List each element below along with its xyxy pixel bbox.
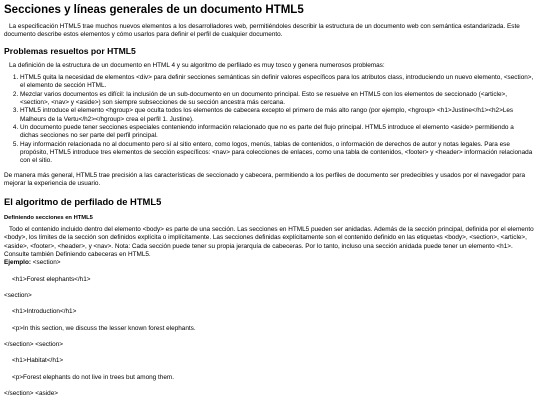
code-line: <section> <box>4 292 32 300</box>
problems-list <box>4 74 534 166</box>
sections-paragraph: Todo el contenido incluido dentro del elemento <body> es parte de una sección. Las secciones en HTML5 pueden ser anidadas. Además de la sección principal, definida por el elemento <body>, los límites de la sección son definidos explícita o implícitamente. Las secciones definidas explícitamente son el contenido definido en las etiquetas <body>, <section>, <article>, <aside>, <footer>, <header>, y <nav>. Nota: Cada sección puede tener su propia jerarquía de cabeceras. Por lo tanto, incluso una sección anidada puede tener un elemento <h1>. Consulte también Definiendo cabeceras en HTML5. <box>4 226 534 259</box>
list-item: 3. HTML5 introduce el elemento <hgroup> que oculta todos los elementos de cabecera excepto el primero de más alto rango (por ejemplo, <hgroup> <h1>Justine</h1><h2>Les Malheurs de la Vertu</h2></hgroup> crea el perfil 1. Justine). <box>20 107 534 124</box>
code-example <box>4 259 534 398</box>
page-title: Secciones y líneas generales de un documento HTML5 <box>4 4 304 16</box>
code-line: <p>Forest elephants do not live in trees but among them. <box>12 373 174 381</box>
code-line: <h1>Forest elephants</h1> <box>12 275 91 283</box>
section-heading-problems: Problemas resueltos por HTML5 <box>4 46 136 57</box>
list-item: 5. Hay información relacionada no al documento pero sí al sitio entero, como logos, menús, tablas de contenidos, o información de derechos de autor y notas legales. Para ese propósito, HTML5 introduce tres elementos de sección específicos: <nav> para colecciones de enlaces, como una tabla de contenidos, <footer> y <header> información relacionada con el sitio. <box>20 141 534 166</box>
example-line <box>4 259 534 267</box>
problems-lead: La definición de la estructura de un documento en HTML 4 y su algoritmo de perfilado es muy tosco y genera numerosos problemas: <box>9 61 385 69</box>
code-line: </section> <section> <box>4 341 63 349</box>
code-line: <h1>Habitat</h1> <box>12 357 64 365</box>
intro-paragraph: La especificación HTML5 trae muchos nuevos elementos a los desarrolladores web, permitiéndoles describir la estructura de un documento web con semántica estandarizada. Este documento describe estos elementos y cómo usarlos para definir el perfil de cualquier documento. <box>4 22 520 38</box>
list-item: 4. Un documento puede tener secciones especiales conteniendo información relacionado que no es parte del flujo principal. HTML5 introduce el elemento <aside> permitiendo a dichas secciones no ser parte del perfil principal. <box>20 124 534 141</box>
example-label: Ejemplo: <box>4 259 31 267</box>
code-line: <p>In this section, we discuss the lesser known forest elephants. <box>12 324 196 332</box>
code-line: <h1>Introduction</h1> <box>12 308 77 316</box>
subheading-defining-sections: Definiendo secciones en HTML5 <box>4 214 93 221</box>
list-item: 1. HTML5 quita la necesidad de elementos <div> para definir secciones semánticas sin definir valores específicos para los atributos class, introduciendo un nuevo elemento, <section>, el elemento de sección HTML. <box>20 74 534 91</box>
problems-closing: De manera más general, HTML5 trae precisión a las características de seccionado y cabecera, permitiendo a los perfiles de documento ser predecibles y usados por el navegador para mejorar la experiencia de usuario. <box>4 171 526 188</box>
code-line: </section> <aside> <box>4 390 59 397</box>
list-item: 2. Mezclar varios documentos es difícil: la inclusión de un sub-documento en un documento principal. Esto se resuelve en HTML5 con los elementos de seccionado (<article>, <section>, <nav> y <aside>) son siempre subsecciones de su sección ancestra más cercana. <box>20 91 534 108</box>
section-heading-algorithm: El algoritmo de perfilado de HTML5 <box>4 196 162 208</box>
code-line: <section> <box>32 259 61 267</box>
